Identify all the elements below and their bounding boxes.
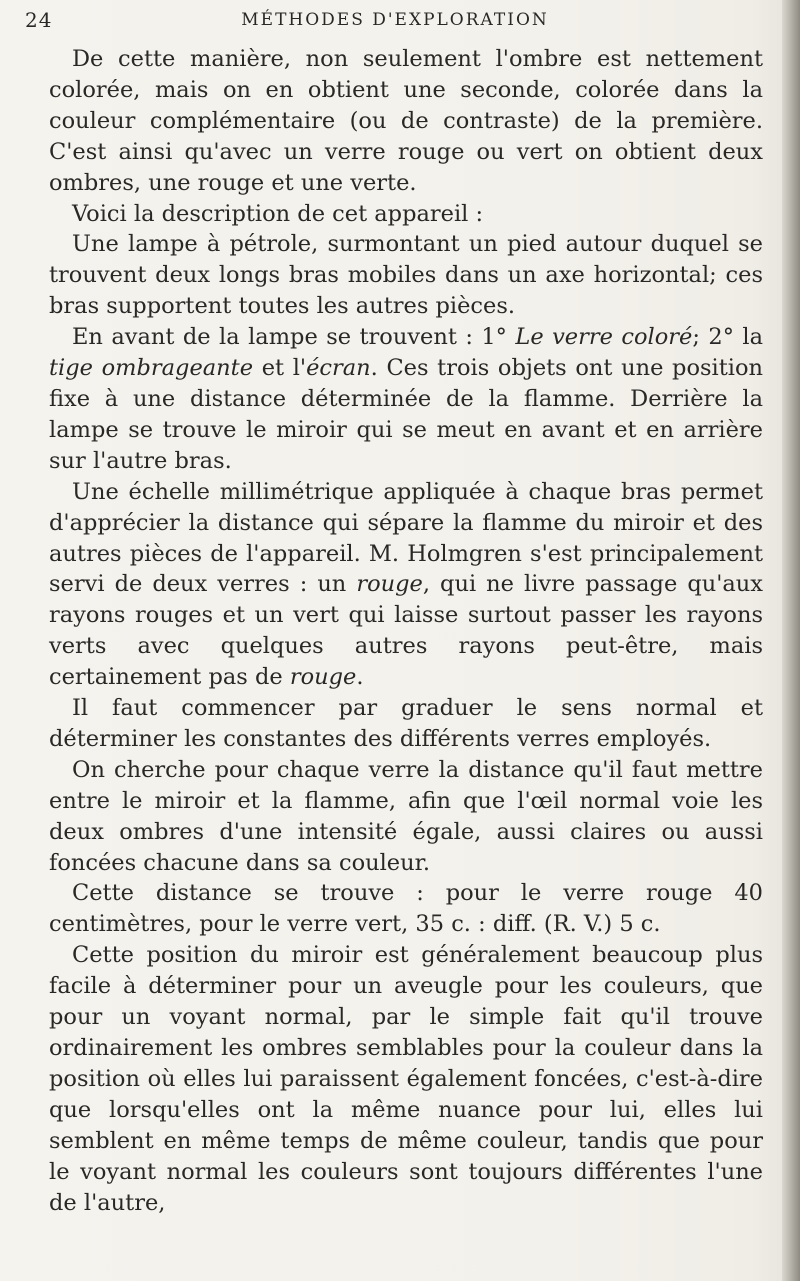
paragraph [49, 940, 763, 1218]
text-run: Cette distance se trouve : pour le verre rouge 40 centimètres, pour le verre vert, 35 c. : diff. (R. V.) 5 c. [49, 880, 763, 938]
italic-text: écran [306, 355, 371, 382]
paragraph [49, 477, 763, 693]
text-run: ; 2° la [692, 324, 764, 351]
body-text [49, 44, 763, 1218]
paragraph [49, 199, 763, 230]
paragraph [49, 755, 763, 879]
text-run: Une échelle millimétrique appliquée à chaque bras permet d'apprécier la distance qui sépare la flamme du miroir et des autres pièces de l'appareil. M. Holmgren s'est principalement servi de deux verres : un [49, 478, 763, 598]
text-run: et l' [253, 355, 307, 382]
italic-text: Le verre coloré [515, 324, 693, 351]
paragraph [49, 229, 763, 322]
text-run: Voici la description de cet appareil : [72, 200, 484, 227]
text-run: , qui ne livre passage qu'aux rayons rouges et un vert qui laisse surtout passer les rayons verts avec quelques autres rayons peut-être, mais certainement pas de [49, 571, 763, 691]
paragraph [49, 878, 763, 940]
text-run: . [356, 664, 364, 691]
text-run: Il faut commencer par graduer le sens normal et déterminer les constantes des différents verres employés. [49, 695, 763, 752]
text-run: De cette manière, non seulement l'ombre est nettement colorée, mais on en obtient une seconde, colorée dans la couleur complémentaire (ou de contraste) de la première. C'est ainsi qu'avec un verre rouge ou vert on obtient deux ombres, une rouge et une verte. [49, 46, 763, 196]
italic-text: rouge [356, 571, 423, 598]
running-title: MÉTHODES D'EXPLORATION [241, 10, 549, 30]
paragraph [49, 44, 763, 199]
page-edge-shadow [782, 0, 800, 1281]
text-run: En avant de la lampe se trouvent : 1° [72, 324, 516, 351]
text-run: On cherche pour chaque verre la distance qu'il faut mettre entre le miroir et la flamme, afin que l'œil normal voie les deux ombres d'une intensité égale, aussi claires ou aussi foncées chacune dans sa couleur. [49, 756, 763, 876]
page-header [25, 8, 765, 40]
paragraph [49, 693, 763, 755]
italic-text: tige ombrageante [49, 355, 254, 382]
page-number: 24 [25, 8, 53, 32]
text-run: Cette position du miroir est généralement beaucoup plus facile à déterminer pour un aveugle pour les couleurs, que pour un voyant normal, par le simple fait qu'il trouve ordinairement les ombres semblables pour la couleur dans la position où elles lui paraissent également foncées, c'est-à-dire que lorsqu'elles ont la même nuance pour lui, elles lui semblent en même temps de même couleur, tandis que pour le voyant normal les couleurs sont toujours différentes l'une de l'autre, [49, 942, 763, 1216]
paragraph [49, 322, 763, 477]
italic-text: rouge [289, 664, 357, 691]
text-run: . Ces trois objets ont une position fixe à une distance déterminée de la flamme. Derrière la lampe se trouve le miroir qui se meut en avant et en arrière sur l'autre bras. [49, 355, 764, 474]
text-run: Une lampe à pétrole, surmontant un pied autour duquel se trouvent deux longs bras mobiles dans un axe horizontal; ces bras supportent toutes les autres pièces. [49, 231, 763, 320]
